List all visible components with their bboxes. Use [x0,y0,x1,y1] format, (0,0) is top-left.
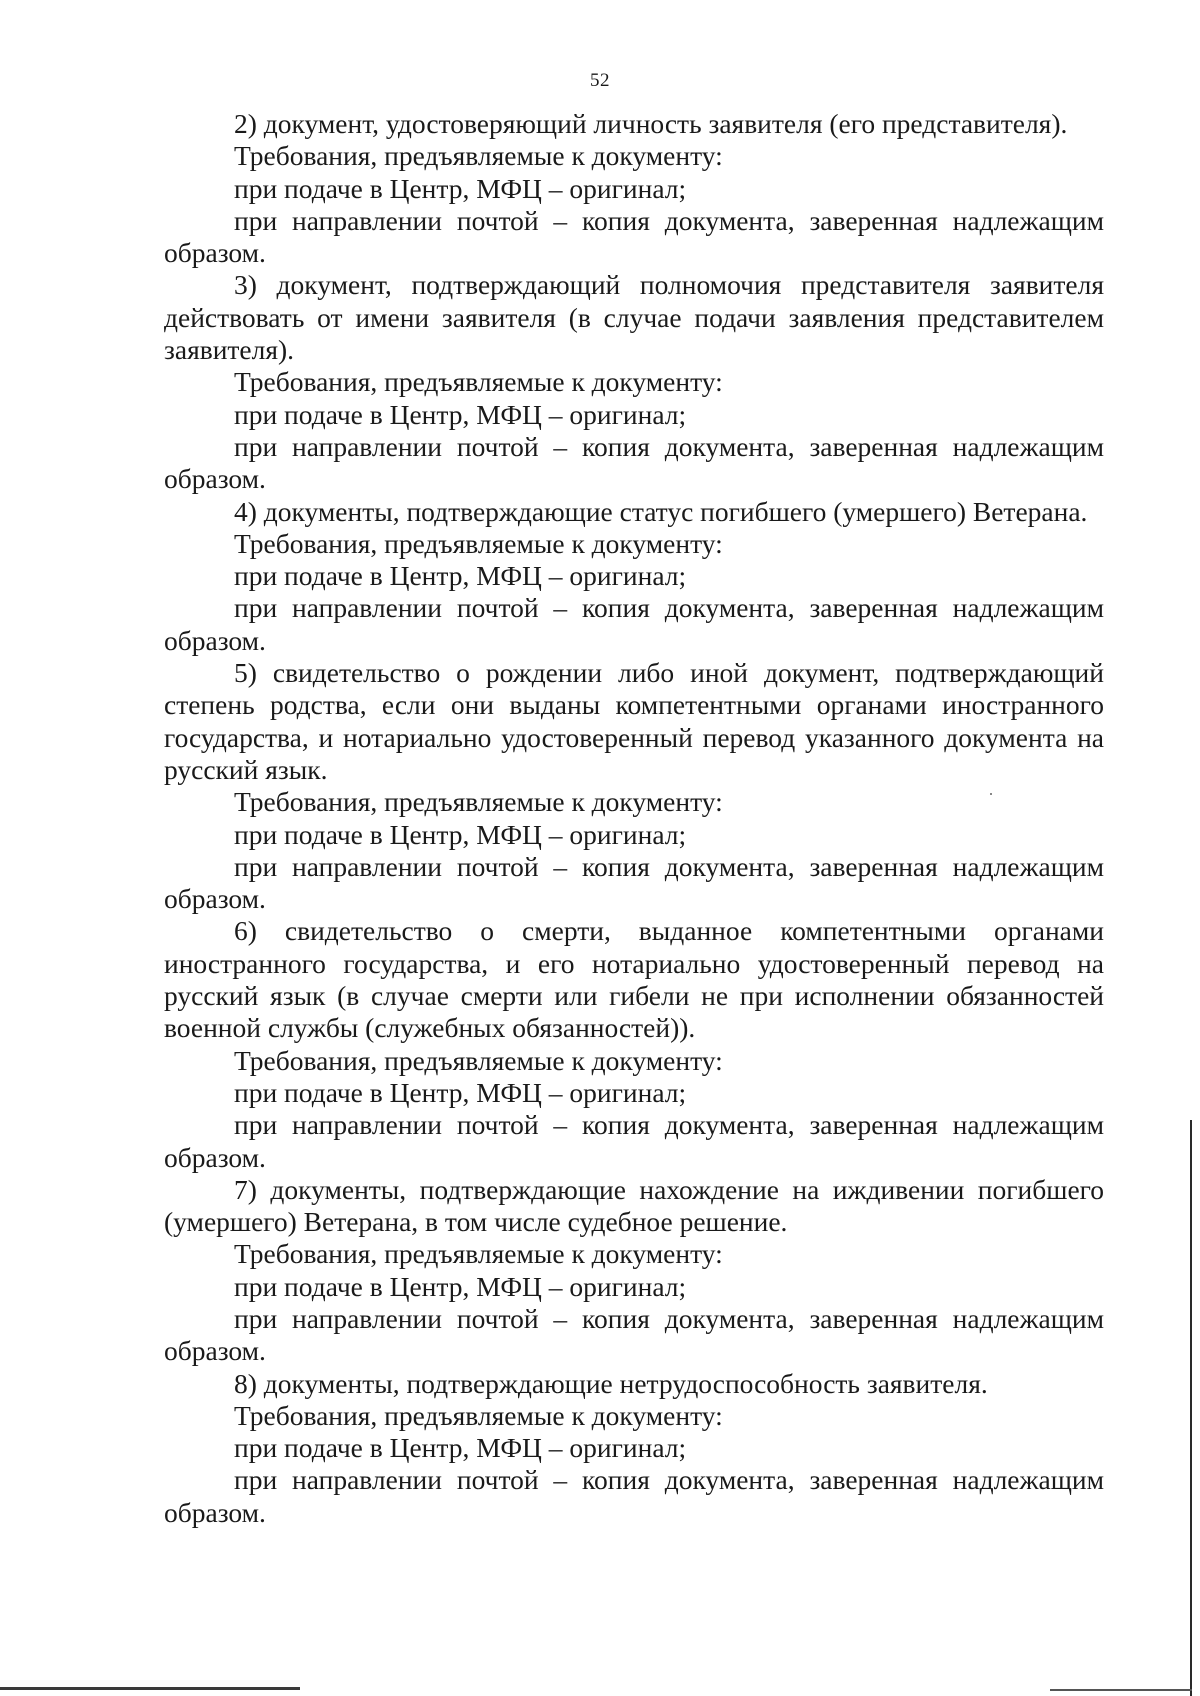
scan-speck [990,793,992,795]
requirement-by-mail: при направлении почтой – копия документа, заверенная надлежащим образом. [164,1464,1104,1528]
requirement-in-person: при подаче в Центр, МФЦ – оригинал; [234,560,687,592]
requirement-in-person: при подаче в Центр, МФЦ – оригинал; [234,1076,687,1108]
paragraph-item-6: 6) свидетельство о смерти, выданное компетентными органами иностранного государства, и его нотариально удостоверенный перевод на русский язык (в случае смерти или гибели не при исполнении обязанностей военной службы (служебных обязанностей)). [164,915,1104,1044]
paragraph-item-2: 2) документ, удостоверяющий личность заявителя (его представителя). [234,108,1068,139]
requirement-in-person: при подаче в Центр, МФЦ – оригинал; [234,172,687,204]
requirements-heading: Требования, предъявляемые к документу: [234,140,723,172]
requirement-in-person: при подаче в Центр, МФЦ – оригинал; [234,1270,687,1302]
requirement-by-mail: при направлении почтой – копия документа, заверенная надлежащим образом. [164,1302,1104,1367]
paragraph-item-5: 5) свидетельство о рождении либо иной документ, подтверждающий степень родства, если они выданы компетентными органами иностранного государства, и нотариально удостоверенный перевод указанного документа на русский язык. [164,657,1104,785]
paragraph-item-8: 8) документы, подтверждающие нетрудоспособность заявителя. [234,1367,988,1399]
requirements-heading: Требования, предъявляемые к документу: [234,1238,723,1270]
requirement-by-mail: при направлении почтой – копия документа, заверенная надлежащим образом. [164,430,1104,495]
paragraph-item-4: 4) документы, подтверждающие статус погибшего (умершего) Ветерана. [234,495,1088,527]
requirement-by-mail: при направлении почтой – копия документа, заверенная надлежащим образом. [164,204,1104,269]
requirement-by-mail: при направлении почтой – копия документа, заверенная надлежащим образом. [164,592,1104,656]
requirements-heading: Требования, предъявляемые к документу: [234,366,723,398]
requirements-heading: Требования, предъявляемые к документу: [234,786,723,818]
scan-edge-right [1190,1120,1192,1696]
paragraph-item-3: 3) документ, подтверждающий полномочия представителя заявителя действовать от имени заявителя (в случае подачи заявления представителем заявителя). [164,269,1104,366]
page-number: 52 [590,70,610,91]
requirement-in-person: при подаче в Центр, МФЦ – оригинал; [234,1432,687,1464]
requirements-heading: Требования, предъявляемые к документу: [234,1044,723,1076]
scan-edge-bottom-left [0,1687,300,1690]
requirement-in-person: при подаче в Центр, МФЦ – оригинал; [234,818,687,850]
requirements-heading: Требования, предъявляемые к документу: [234,527,723,559]
requirement-by-mail: при направлении почтой – копия документа, заверенная надлежащим образом. [164,850,1104,915]
requirement-by-mail: при направлении почтой – копия документа, заверенная надлежащим образом. [164,1109,1104,1173]
paragraph-item-7: 7) документы, подтверждающие нахождение на иждивении погибшего (умершего) Ветерана, в том числе судебное решение. [164,1173,1104,1238]
document-body [164,108,1104,1529]
requirements-heading: Требования, предъявляемые к документу: [234,1399,723,1431]
requirement-in-person: при подаче в Центр, МФЦ – оригинал; [234,398,687,430]
scan-edge-bottom-right [1050,1689,1192,1691]
